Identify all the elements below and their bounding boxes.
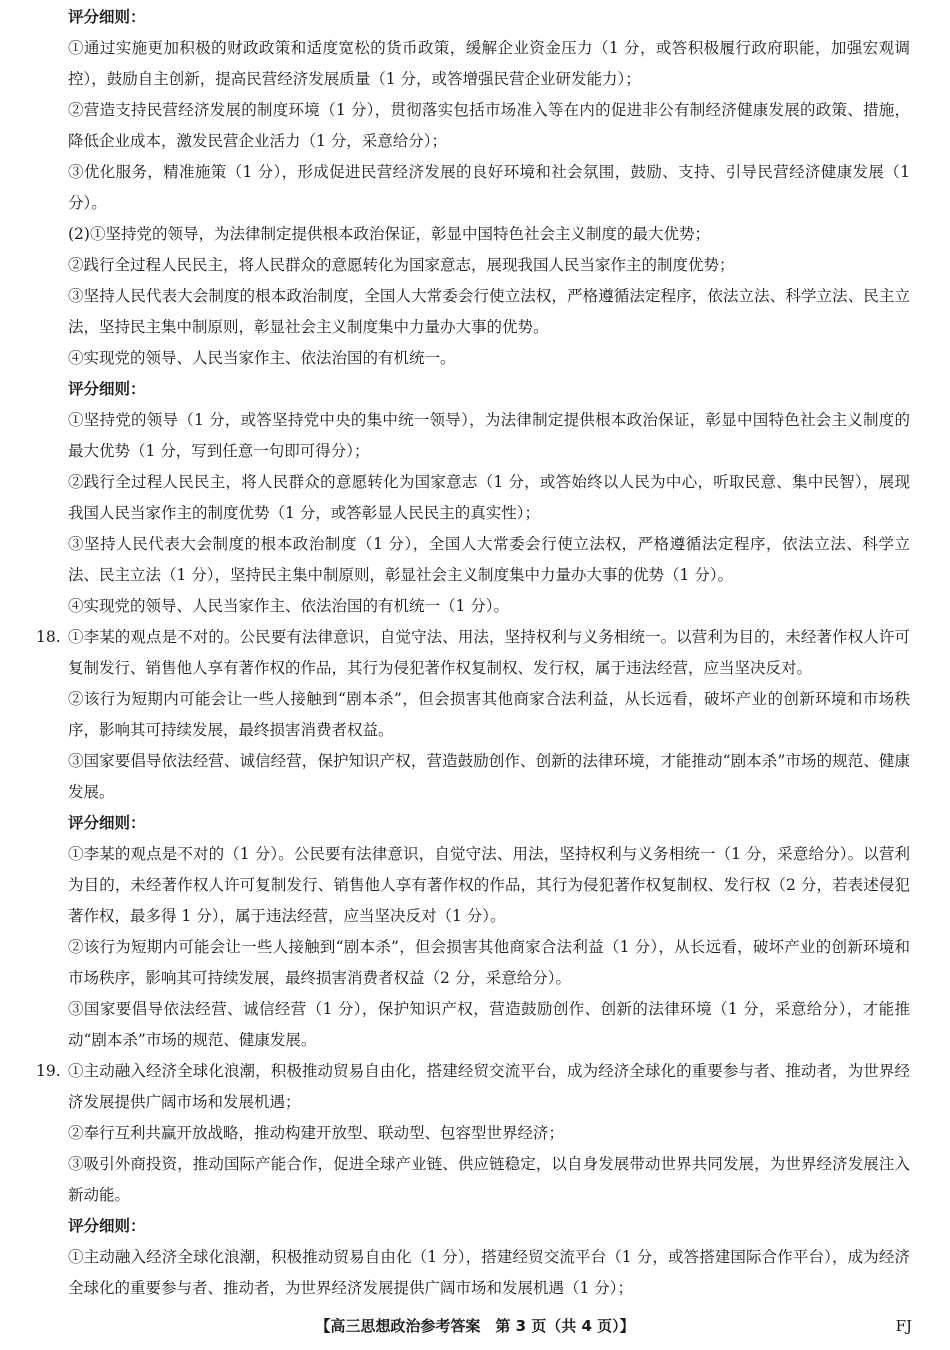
paragraph-text: ④实现党的领导、人民当家作主、依法治国的有机统一（1 分）。 (68, 597, 510, 615)
paragraph-text: ③国家要倡导依法经营、诚信经营，保护知识产权，营造鼓励创作、创新的法律环境，才能推动“剧本杀”市场的规范、健康发展。 (68, 752, 910, 801)
paragraph-text: ②营造支持民营经济发展的制度环境（1 分），贯彻落实包括市场准入等在内的促进非公有制经济健康发展的政策、措施，降低企业成本，激发民营企业活力（1 分，采意给分）； (68, 101, 910, 150)
answer-paragraph (68, 157, 910, 219)
paragraph-text: ③坚持人民代表大会制度的根本政治制度，全国人大常委会行使立法权，严格遵循法定程序，依法立法、科学立法、民主立法，坚持民主集中制原则，彰显社会主义制度集中力量办大事的优势。 (68, 287, 910, 336)
paragraph-text: (2)①坚持党的领导，为法律制定提供根本政治保证，彰显中国特色社会主义制度的最大优势； (68, 225, 710, 243)
paragraph-text: ②奉行互利共赢开放战略，推动构建开放型、联动型、包容型世界经济； (68, 1124, 565, 1142)
paragraph-text: ③优化服务，精准施策（1 分），形成促进民营经济发展的良好环境和社会氛围，鼓励、支持、引导民营经济健康发展（1 分）。 (68, 163, 910, 212)
paragraph-text: 评分细则： (68, 1217, 146, 1235)
answer-paragraph (68, 405, 910, 467)
paragraph-text: ①主动融入经济全球化浪潮，积极推动贸易自由化（1 分），搭建经贸交流平台（1 分，或答搭建国际合作平台），成为经济全球化的重要参与者、推动者，为世界经济发展提供广阔市场和发展机遇（1 分）； (68, 1248, 910, 1297)
paragraph-text: ②践行全过程人民民主，将人民群众的意愿转化为国家意志（1 分，或答始终以人民为中心，听取民意、集中民智），展现我国人民当家作主的制度优势（1 分，或答彰显人民民主的真实性）； (68, 473, 910, 522)
answer-paragraph (68, 746, 910, 808)
paragraph-text: ①李某的观点是不对的。公民要有法律意识，自觉守法、用法，坚持权利与义务相统一。以营利为目的，未经著作权人许可复制发行、销售他人享有著作权的作品，其行为侵犯著作权复制权、发行权，属于违法经营，应当坚决反对。 (68, 628, 910, 677)
question-answer (36, 1056, 910, 1118)
paragraph-text: ③国家要倡导依法经营、诚信经营（1 分），保护知识产权，营造鼓励创作、创新的法律环境（1 分，采意给分），才能推动“剧本杀”市场的规范、健康发展。 (68, 1000, 910, 1049)
scoring-heading (68, 2, 910, 33)
paragraph-text: 评分细则： (68, 814, 146, 832)
scoring-heading (68, 808, 910, 839)
answer-paragraph (68, 1149, 910, 1211)
paragraph-text: ④实现党的领导、人民当家作主、依法治国的有机统一。 (68, 349, 456, 367)
paragraph-text: ③吸引外商投资，推动国际产能合作，促进全球产业链、供应链稳定，以自身发展带动世界共同发展，为世界经济发展注入新动能。 (68, 1155, 910, 1204)
paragraph-text: ①李某的观点是不对的（1 分）。公民要有法律意识，自觉守法、用法，坚持权利与义务相统一（1 分，采意给分）。以营利为目的，未经著作权人许可复制发行、销售他人享有著作权的作品，其行为侵犯著作权复制权、发行权（2 分，若表述侵犯著作权，最多得 1 分），属于违法经营，应当坚决反对（1 分）。 (68, 845, 910, 925)
footer-code: FJ (895, 1317, 912, 1335)
answer-paragraph (68, 219, 910, 250)
answer-paragraph (68, 1118, 910, 1149)
answer-paragraph (68, 250, 910, 281)
page-footer: 【高三思想政治参考答案 第 3 页（共 4 页）】 (315, 1317, 635, 1335)
answer-content (36, 2, 910, 1304)
answer-paragraph (68, 281, 910, 343)
paragraph-text: ②该行为短期内可能会让一些人接触到“剧本杀”，但会损害其他商家合法利益（1 分），从长远看，破坏产业的创新环境和市场秩序，影响其可持续发展，最终损害消费者权益（2 分，采意给分）。 (68, 938, 910, 987)
answer-paragraph (68, 994, 910, 1056)
answer-paragraph (68, 1242, 910, 1304)
answer-paragraph (68, 33, 910, 95)
paragraph-text: 评分细则： (68, 8, 146, 26)
question-number: 19. (36, 1062, 61, 1080)
paragraph-text: ①主动融入经济全球化浪潮，积极推动贸易自由化，搭建经贸交流平台，成为经济全球化的重要参与者、推动者，为世界经济发展提供广阔市场和发展机遇； (68, 1062, 910, 1111)
answer-paragraph (68, 932, 910, 994)
paragraph-text: ③坚持人民代表大会制度的根本政治制度（1 分），全国人大常委会行使立法权，严格遵循法定程序，依法立法、科学立法、民主立法（1 分），坚持民主集中制原则，彰显社会主义制度集中力量办大事的优势（1 分）。 (68, 535, 910, 584)
scoring-heading (68, 1211, 910, 1242)
paragraph-text: ②践行全过程人民民主，将人民群众的意愿转化为国家意志，展现我国人民当家作主的制度优势； (68, 256, 735, 274)
answer-paragraph (68, 684, 910, 746)
question-answer (36, 622, 910, 684)
paragraph-text: ②该行为短期内可能会让一些人接触到“剧本杀”，但会损害其他商家合法利益，从长远看，破坏产业的创新环境和市场秩序，影响其可持续发展，最终损害消费者权益。 (68, 690, 910, 739)
answer-paragraph (68, 343, 910, 374)
answer-paragraph (68, 529, 910, 591)
question-number: 18. (36, 628, 61, 646)
answer-paragraph (68, 467, 910, 529)
paragraph-text: 评分细则： (68, 380, 146, 398)
answer-paragraph (68, 591, 910, 622)
paragraph-text: ①通过实施更加积极的财政政策和适度宽松的货币政策，缓解企业资金压力（1 分，或答积极履行政府职能，加强宏观调控），鼓励自主创新，提高民营经济发展质量（1 分，或答增强民营企业研发能力）； (68, 39, 910, 88)
answer-paragraph (68, 839, 910, 932)
answer-paragraph (68, 95, 910, 157)
scoring-heading (68, 374, 910, 405)
paragraph-text: ①坚持党的领导（1 分，或答坚持党中央的集中统一领导），为法律制定提供根本政治保证，彰显中国特色社会主义制度的最大优势（1 分，写到任意一句即可得分）； (68, 411, 910, 460)
